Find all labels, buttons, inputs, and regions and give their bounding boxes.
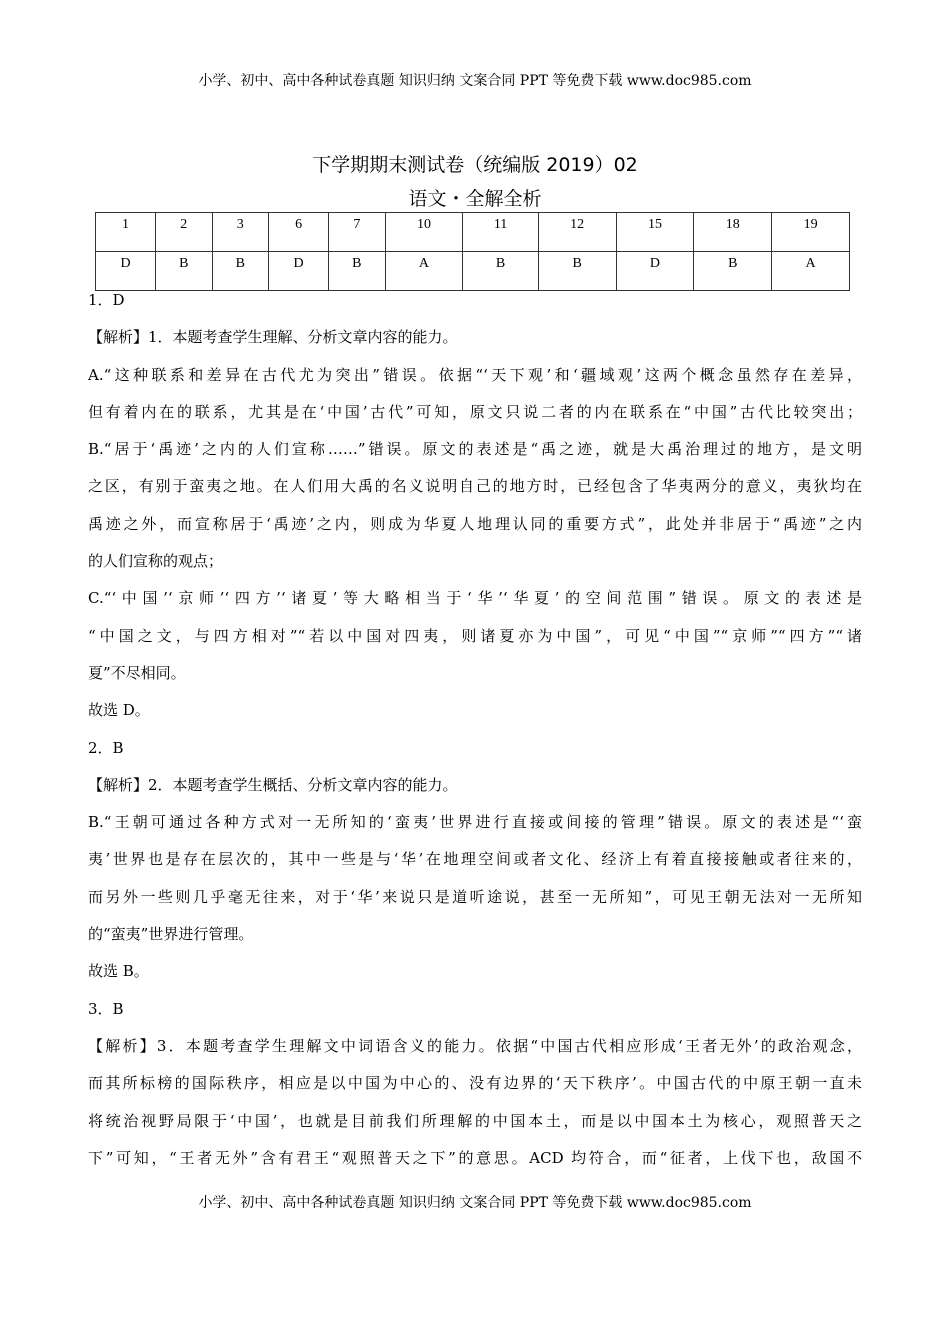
text-line: 而其所标榜的国际秩序，相应是以中国为中心的、没有边界的‘天下秩序’。中国古代的中原王朝一直未 <box>88 1074 862 1093</box>
question-number-cell: 15 <box>616 213 694 252</box>
text-line: 的“蛮夷”世界进行管理。 <box>88 925 254 944</box>
text-line: 而另外一些则几乎毫无往来，对于‘华’来说只是道听途说，甚至一无所知”，可见王朝无法对一无所知 <box>88 887 862 906</box>
page-title: 下学期期末测试卷（统编版 2019）02 <box>312 154 638 176</box>
question-number-cell: 11 <box>463 213 538 252</box>
question-number-cell: 10 <box>385 213 463 252</box>
text-line: 夏”不尽相同。 <box>88 663 186 682</box>
text-line: 禹迹之外，而宣称居于‘禹迹’之内，则成为华夏人地理认同的重要方式”，此处并非居于“禹迹”之内 <box>88 514 862 533</box>
page-subtitle: 语文・全解全析 <box>408 188 542 210</box>
text-line: 的人们宣称的观点； <box>88 552 224 571</box>
answer-table <box>95 212 850 291</box>
text-line: 【解析】1．本题考查学生理解、分析文章内容的能力。 <box>88 328 458 347</box>
answer-cell: D <box>96 252 156 291</box>
page-header: 小学、初中、高中各种试卷真题 知识归纳 文案合同 PPT 等免费下载 www.doc985.com <box>198 73 752 89</box>
text-line: 之区，有别于蛮夷之地。在人们用大禹的名义说明自己的地方时，已经包含了华夷两分的意义，夷狄均在 <box>88 477 862 496</box>
text-line: 但有着内在的联系，尤其是在‘中国’古代”可知，原文只说二者的内在联系在“中国”古代比较突出； <box>88 402 862 421</box>
question-number-cell: 19 <box>772 213 850 252</box>
analysis-body <box>88 290 862 1185</box>
question-number-cell: 3 <box>212 213 268 252</box>
page-footer: 小学、初中、高中各种试卷真题 知识归纳 文案合同 PPT 等免费下载 www.doc985.com <box>198 1195 752 1211</box>
question-number-cell: 18 <box>694 213 772 252</box>
text-line: C.“‘中国’‘京师’‘四方’‘诸夏’等大略相当于‘华’‘华夏’的空间范围”错误。原文的表述是 <box>88 589 862 608</box>
answer-cell: B <box>463 252 538 291</box>
question-number-cell: 6 <box>269 213 329 252</box>
answer-cell: B <box>212 252 268 291</box>
question-number-cell: 1 <box>96 213 156 252</box>
question-number-cell: 12 <box>538 213 616 252</box>
text-line: A.“这种联系和差异在古代尤为突出”错误。依据“‘天下观’和‘疆域观’这两个概念虽然存在差异， <box>88 365 862 384</box>
question-row <box>96 213 850 252</box>
answer-cell: D <box>616 252 694 291</box>
text-line: 1．D <box>88 291 125 309</box>
question-number-cell: 7 <box>329 213 385 252</box>
text-line: 故选 B。 <box>88 962 149 981</box>
text-line: 【解析】2．本题考查学生概括、分析文章内容的能力。 <box>88 775 458 794</box>
text-line: 3．B <box>88 999 124 1018</box>
text-line: 【解析】3．本题考查学生理解文中词语含义的能力。依据“中国古代相应形成‘王者无外’的政治观念， <box>88 1036 862 1055</box>
text-line: 故选 D。 <box>88 701 150 720</box>
answer-cell: B <box>538 252 616 291</box>
answer-cell: A <box>385 252 463 291</box>
answer-cell: A <box>772 252 850 291</box>
text-line: 夷’世界也是存在层次的，其中一些是与‘华’在地理空间或者文化、经济上有着直接接触或者往来的， <box>88 850 862 869</box>
answer-cell: B <box>156 252 212 291</box>
answer-row <box>96 252 850 291</box>
text-line: 2．B <box>88 738 124 757</box>
text-line: B.“居于‘禹迹’之内的人们宣称……”错误。原文的表述是“禹之迹，就是大禹治理过的地方，是文明 <box>88 440 862 459</box>
question-number-cell: 2 <box>156 213 212 252</box>
text-line: 下”可知，“王者无外”含有君王“观照普天之下”的意思。ACD 均符合，而“征者，上伐下也，敌国不 <box>88 1148 862 1167</box>
answer-cell: B <box>694 252 772 291</box>
text-line: 将统治视野局限于‘中国’，也就是目前我们所理解的中国本土，而是以中国本土为核心，观照普天之 <box>88 1111 862 1130</box>
answer-cell: D <box>269 252 329 291</box>
answer-cell: B <box>329 252 385 291</box>
text-line: B.“王朝可通过各种方式对一无所知的‘蛮夷’世界进行直接或间接的管理”错误。原文的表述是“‘蛮 <box>88 813 862 832</box>
text-line: “中国之文，与四方相对”“若以中国对四夷，则诸夏亦为中国”，可见“中国”“京师”“四方”“诸 <box>88 626 862 645</box>
